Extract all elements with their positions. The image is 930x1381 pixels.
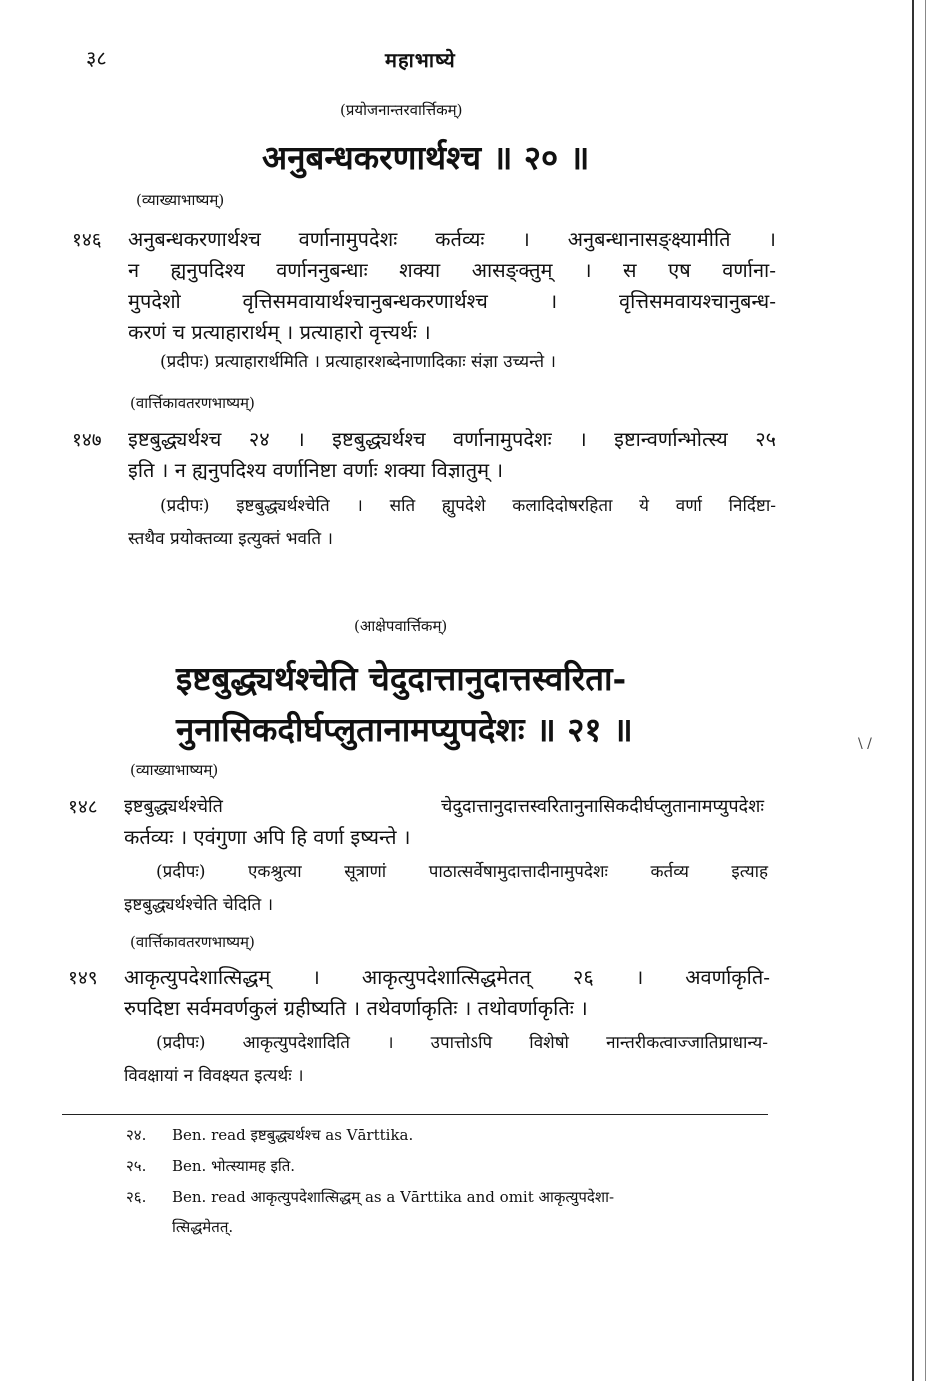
- paragraph: [128, 424, 776, 486]
- paragraph-number: १४६: [72, 229, 102, 251]
- pradipa-line: इष्टबुद्ध्यर्थश्चेति चेदिति ।: [124, 895, 274, 915]
- paragraph-line: इष्टबुद्ध्यर्थश्च २४ । इष्टबुद्ध्यर्थश्च वर्णानामुपदेशः । इष्टान्वर्णान्भोत्स्य २५: [128, 427, 776, 451]
- footnote-number: २५.: [126, 1157, 147, 1175]
- paragraph-line: कर्तव्यः । एवंगुणा अपि हि वर्णा इष्यन्ते ।: [124, 825, 411, 849]
- paragraph-line: इष्टबुद्ध्यर्थश्चेति चेदुदात्तानुदात्तस्वरितानुनासिकदीर्घप्लुतानामप्युपदेशः: [124, 796, 764, 817]
- sub-label: (व्याख्याभाष्यम्): [130, 761, 219, 779]
- footnote-text: Ben. read आकृत्युपदेशात्सिद्धम् as a Vārttika and omit आकृत्युपदेशा-: [172, 1188, 615, 1206]
- paragraph-line: मुपदेशो वृत्तिसमवायार्थश्चानुबन्धकरणार्थश्च । वृत्तिसमवायश्चानुबन्ध-: [128, 289, 776, 313]
- pradipa-line: (प्रदीपः) एकश्रुत्या सूत्राणां पाठात्सर्वेषामुदात्तादीनामुपदेशः कर्तव्य इत्याह: [156, 862, 768, 882]
- page-edge-line-outer: [925, 0, 926, 1381]
- pradipa-line: (प्रदीपः) आकृत्युपदेशादिति । उपात्तोऽपि विशेषो नान्तरीकत्वाज्जातिप्राधान्य-: [156, 1033, 768, 1053]
- running-title: महाभाष्ये: [385, 48, 456, 72]
- paragraph-number: १४९: [68, 967, 98, 989]
- paragraph-line: करणं च प्रत्याहारार्थम् । प्रत्याहारो वृत्त्यर्थः ।: [128, 320, 431, 344]
- sub-label: (वार्त्तिकावतरणभाष्यम्): [130, 394, 255, 412]
- pradipa-commentary: [128, 490, 776, 556]
- section-label: (प्रयोजनान्तरवार्त्तिकम्): [340, 101, 463, 119]
- varttika-heading: अनुबन्धकरणार्थश्च ॥ २० ॥: [262, 138, 590, 177]
- paragraph: [128, 224, 776, 348]
- varttika-heading-line: नुनासिकदीर्घप्लुतानामप्युपदेशः ॥ २१ ॥: [176, 710, 633, 749]
- paragraph-line: आकृत्युपदेशात्सिद्धम् । आकृत्युपदेशात्सिद्धमेतत् २६ । अवर्णाकृति-: [124, 965, 770, 989]
- pradipa-commentary: [124, 856, 768, 922]
- section-label: (आक्षेपवार्त्तिकम्): [354, 617, 448, 635]
- paragraph-line: रुपदिष्टा सर्वमवर्णकुलं ग्रहीष्यति । तथेवर्णाकृतिः । तथोवर्णाकृतिः ।: [124, 996, 588, 1020]
- paragraph-number: १४८: [68, 796, 98, 818]
- footnote-text-continued: त्सिद्धमेतत्.: [172, 1218, 234, 1236]
- footnote-number: २४.: [126, 1126, 147, 1144]
- paragraph-line: इति । न ह्यनुपदिश्य वर्णानिष्टा वर्णाः शक्या विज्ञातुम् ।: [128, 458, 504, 482]
- pradipa-line: (प्रदीपः) इष्टबुद्ध्यर्थश्चेति । सति ह्युपदेशे कलादिदोषरहिता ये वर्णा निर्दिष्टा-: [160, 496, 776, 516]
- varttika-heading-line: इष्टबुद्ध्यर्थश्चेति चेदुदात्तानुदात्तस्वरिता-: [176, 659, 627, 698]
- sub-label: (व्याख्याभाष्यम्): [136, 191, 225, 209]
- footnote-text: Ben. भोत्स्यामह इति.: [172, 1157, 296, 1175]
- paragraph-line: न ह्यनुपदिश्य वर्णाननुबन्धाः शक्या आसङ्क्तुम् । स एष वर्णाना-: [128, 258, 776, 282]
- stray-mark: \ /: [858, 736, 872, 752]
- pradipa-line: विवक्षायां न विवक्ष्यत इत्यर्थः ।: [124, 1066, 304, 1086]
- pradipa-commentary: [124, 1027, 768, 1093]
- page-edge-line: [912, 0, 914, 1381]
- pradipa-line: स्तथैव प्रयोक्तव्या इत्युक्तं भवति ।: [128, 529, 333, 549]
- page-number: ३८: [86, 46, 107, 70]
- paragraph: [124, 791, 764, 853]
- paragraph-number: १४७: [72, 429, 102, 451]
- footnote-separator: [62, 1114, 768, 1115]
- pradipa-commentary: (प्रदीपः) प्रत्याहारार्थमिति । प्रत्याहारशब्देनाणादिकाः संज्ञा उच्यन्ते ।: [160, 352, 556, 372]
- paragraph-line: अनुबन्धकरणार्थश्च वर्णानामुपदेशः कर्तव्यः । अनुबन्धानासङ्क्ष्यामीति ।: [128, 227, 776, 251]
- footnote-number: २६.: [126, 1188, 147, 1206]
- paragraph: [124, 962, 770, 1024]
- sub-label: (वार्त्तिकावतरणभाष्यम्): [130, 933, 255, 951]
- footnote-text: Ben. read इष्टबुद्ध्यर्थश्च as Vārttika.: [172, 1126, 414, 1144]
